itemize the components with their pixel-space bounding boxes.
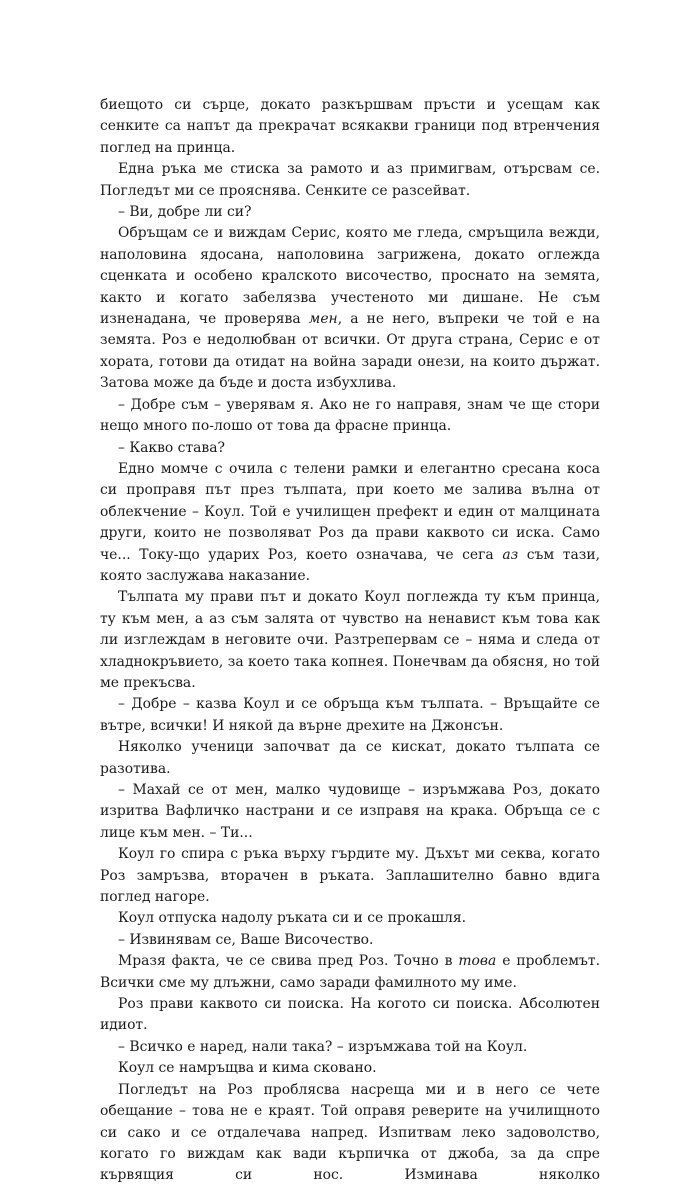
paragraph-text: е проблемът. Всички сме му длъжни, само заради фамилното му име. [100,953,600,991]
paragraph: Тълпата му прави път и докато Коул поглежда ту към принца, ту към мен, а аз съм залята от чувство на ненавист към това как ли изглеждам в неговите очи. Разтрепервам се – няма и следа от хладнокръвието, за което така копнея. Понечвам да обясня, но той ме прекъсва. [100,589,600,691]
paragraph: Една ръка ме стиска за рамото и аз примигвам, отърсвам се. Погледът ми се прояснява. Сенките се разсейват. [100,161,600,199]
paragraph: – Махай се от мен, малко чудовище – изръмжава Роз, докато изритва Вафличко настрани и се изправя на крака. Обръща се с лице към мен. – Ти... [100,782,600,841]
paragraph [100,223,600,394]
emphasis-text: аз [502,546,519,563]
paragraph: Коул отпуска надолу ръката си и се прокашля. [118,910,467,927]
emphasis-text: мен [308,311,338,328]
paragraph: Погледът на Роз проблясва насреща ми и в него се чете обещание – това не е краят. Той оправя реверите на училищното си сако и се отдалечава напред. Изпитвам леко задоволство, когато го виждам как вади кърпичка от джоба, за да спре кървящия си нос. Изминава няколко [100,1081,600,1184]
paragraph: Роз прави каквото си поиска. На когото си поиска. Абсолютен идиот. [100,996,600,1034]
paragraph-text: съм тази, която заслужава наказание. [100,546,601,584]
paragraph: – Всичко е наред, нали така? – изръмжава той на Коул. [118,1038,528,1055]
paragraph [100,459,600,587]
paragraph: Няколко ученици започват да се кискат, докато тълпата се разотива. [100,739,600,777]
paragraph: – Извинявам се, Ваше Височество. [118,931,374,948]
paragraph: Коул се намръщва и кима сковано. [118,1060,377,1077]
paragraph-text: Обръщам се и виждам Серис, която ме гледа, смръщила вежди, наполовина ядосана, наполовина загрижена, докато оглежда сценката и особено кралското височество, проснато на земята, както и когато забелязва учестеното ми дишане. Не съм изненадана, че проверява [100,225,600,328]
paragraph: Коул го спира с ръка върху гърдите му. Дъхът ми секва, когато Роз замръзва, вторачен в ръката. Заплашително бавно вдига поглед нагоре. [100,846,600,906]
paragraph: – Добре – казва Коул и се обръща към тълпата. – Връщайте се вътре, всички! И някой да върне дрехите на Джонсън. [100,696,600,734]
paragraph-text: Едно момче с очила с телени рамки и елегантно сресана коса си проправя път през тълпата, при което ме залива вълна от облекчение – Коул. Той е училищен префект и един от малцината други, които не позволяват Роз да прави каквото си иска. Само че... Току-що ударих Роз, което означава, че сега [100,460,600,563]
paragraph-text: Мразя факта, че се свива пред Роз. Точно в [118,953,459,970]
paragraph-text: , а не него, въпреки че той е на земята. Роз е недолюбван от всички. От друга страна, Серис е от хората, готови да отидат на война заради онези, на които държат. Затова може да бъде и доста избухлива. [100,311,600,392]
paragraph: – Ви, добре ли си? [118,204,252,221]
paragraph: – Добре съм – уверявам я. Ако не го направя, знам че ще стори нещо много по-лошо от това да фрасне принца. [100,396,600,435]
book-page-text [100,95,600,1187]
paragraph: биещото си сърце, докато разкършвам пръсти и усещам как сенките са напът да прекрачат всякакви граници под втренчения поглед на принца. [100,97,600,156]
paragraph: – Какво става? [118,439,225,456]
emphasis-text: това [458,953,497,970]
